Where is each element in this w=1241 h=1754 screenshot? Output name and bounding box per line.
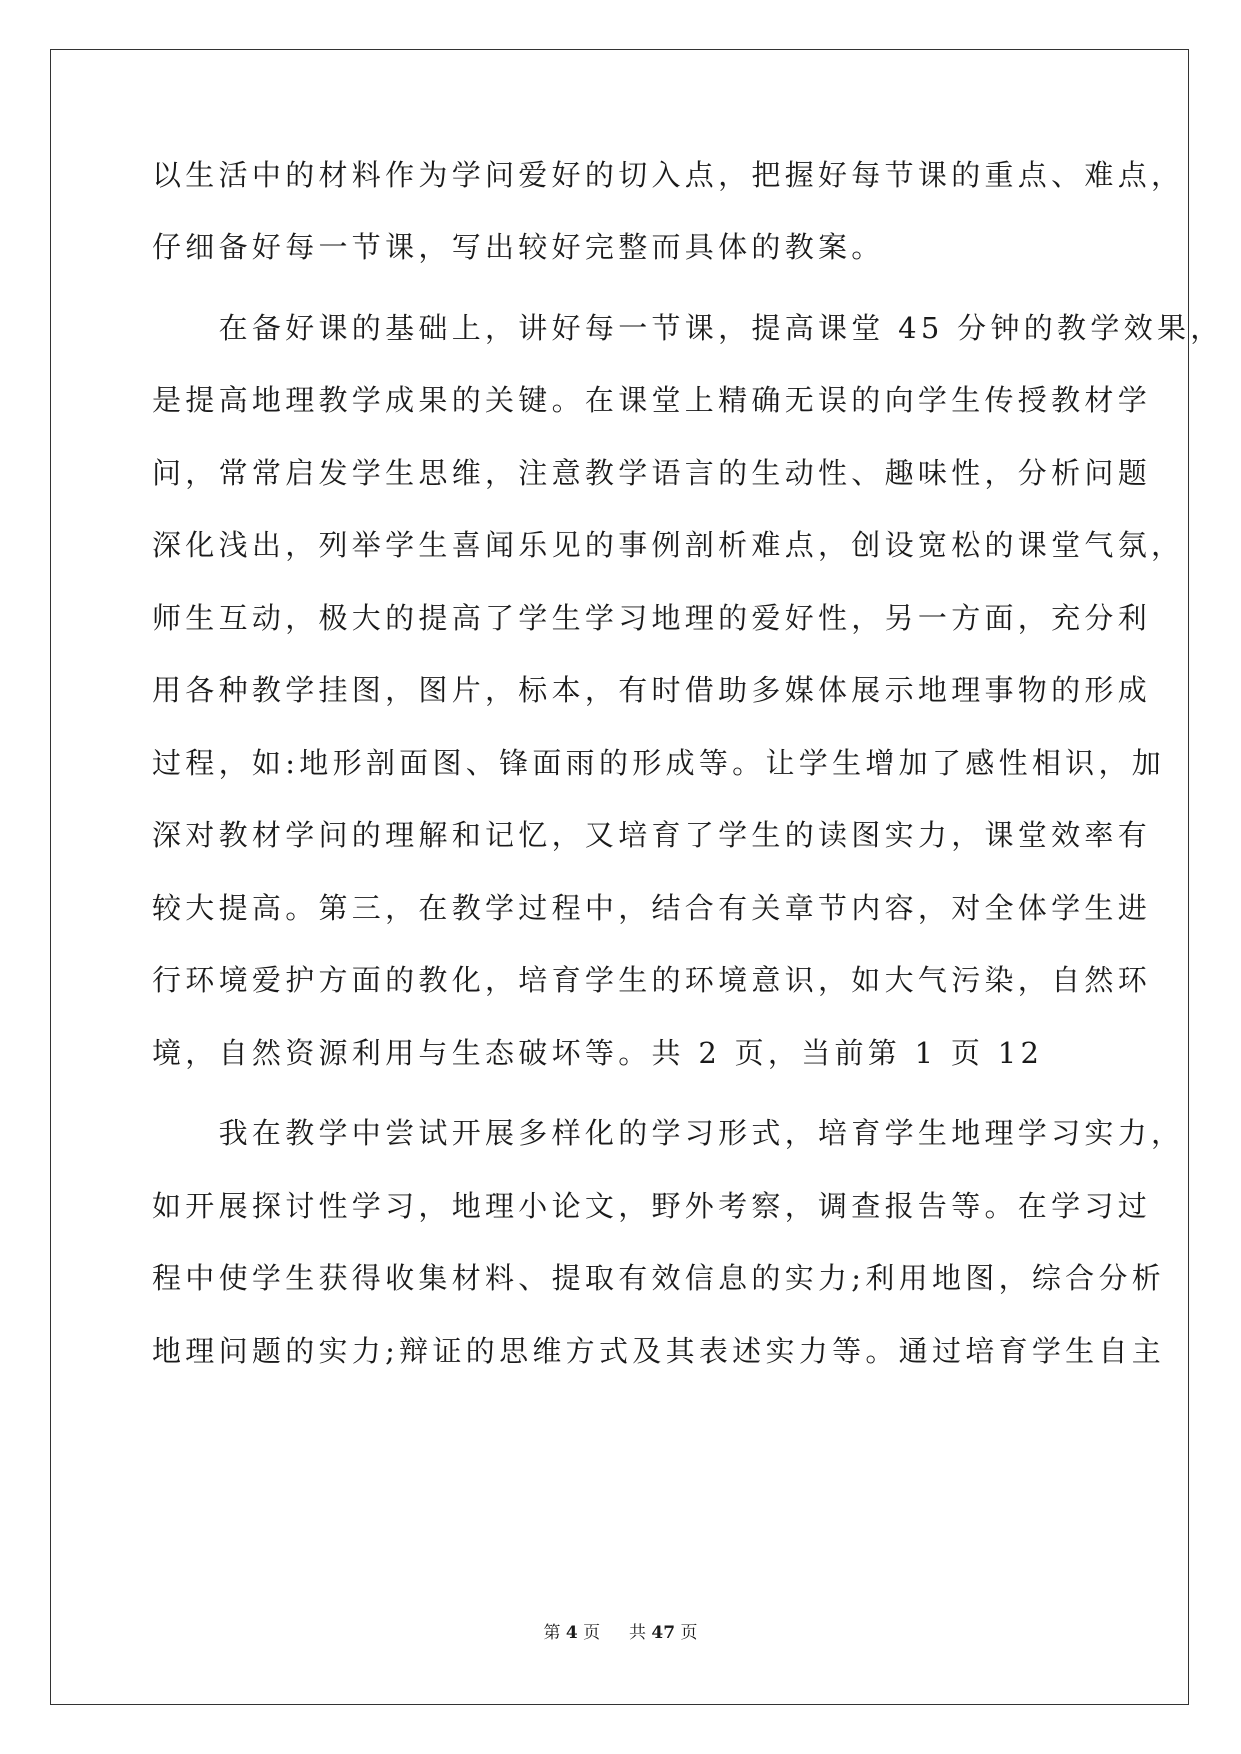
- text-line: 过程，如:地形剖面图、锋面雨的形成等。让学生增加了感性相识，加: [152, 746, 1166, 780]
- text-line: 深对教材学问的理解和记忆，又培育了学生的读图实力，课堂效率有: [152, 818, 1152, 852]
- paragraph-start-line: 在备好课的基础上，讲好每一节课，提高课堂 45 分钟的教学效果，: [152, 311, 1224, 345]
- page-footer: [0, 1621, 1241, 1645]
- total-prefix: 共: [628, 1623, 646, 1643]
- text-line: 较大提高。第三，在教学过程中，结合有关章节内容，对全体学生进: [152, 891, 1152, 925]
- total-pages-number: 47: [651, 1623, 676, 1643]
- text-line: 行环境爱护方面的教化，培育学生的环境意识，如大气污染，自然环: [152, 963, 1152, 997]
- text-line: 程中使学生获得收集材料、提取有效信息的实力;利用地图，综合分析: [152, 1261, 1166, 1295]
- text-line: 深化浅出，列举学生喜闻乐见的事例剖析难点，创设宽松的课堂气氛，: [152, 528, 1185, 562]
- text-line: 地理问题的实力;辩证的思维方式及其表述实力等。通过培育学生自主: [152, 1334, 1166, 1368]
- text-line: 以生活中的材料作为学问爱好的切入点，把握好每节课的重点、难点，: [152, 158, 1185, 192]
- total-suffix: 页: [680, 1623, 698, 1643]
- paragraph-start-line: 我在教学中尝试开展多样化的学习形式，培育学生地理学习实力，: [152, 1116, 1185, 1150]
- text-line: 如开展探讨性学习，地理小论文，野外考察，调查报告等。在学习过: [152, 1189, 1152, 1223]
- text-line: 境，自然资源利用与生态破坏等。共 2 页，当前第 1 页 12: [152, 1036, 1044, 1070]
- text-line: 问，常常启发学生思维，注意教学语言的生动性、趣味性，分析问题: [152, 456, 1152, 490]
- text-line: 师生互动，极大的提高了学生学习地理的爱好性，另一方面，充分利: [152, 601, 1152, 635]
- page-border: [50, 49, 1189, 1705]
- text-line: 用各种教学挂图，图片，标本，有时借助多媒体展示地理事物的形成: [152, 673, 1152, 707]
- text-line: 是提高地理教学成果的关键。在课堂上精确无误的向学生传授教材学: [152, 383, 1152, 417]
- text-line: 仔细备好每一节课，写出较好完整而具体的教案。: [152, 230, 885, 264]
- page-prefix: 第: [543, 1623, 561, 1643]
- current-page-number: 4: [565, 1623, 578, 1643]
- page-suffix: 页: [583, 1623, 601, 1643]
